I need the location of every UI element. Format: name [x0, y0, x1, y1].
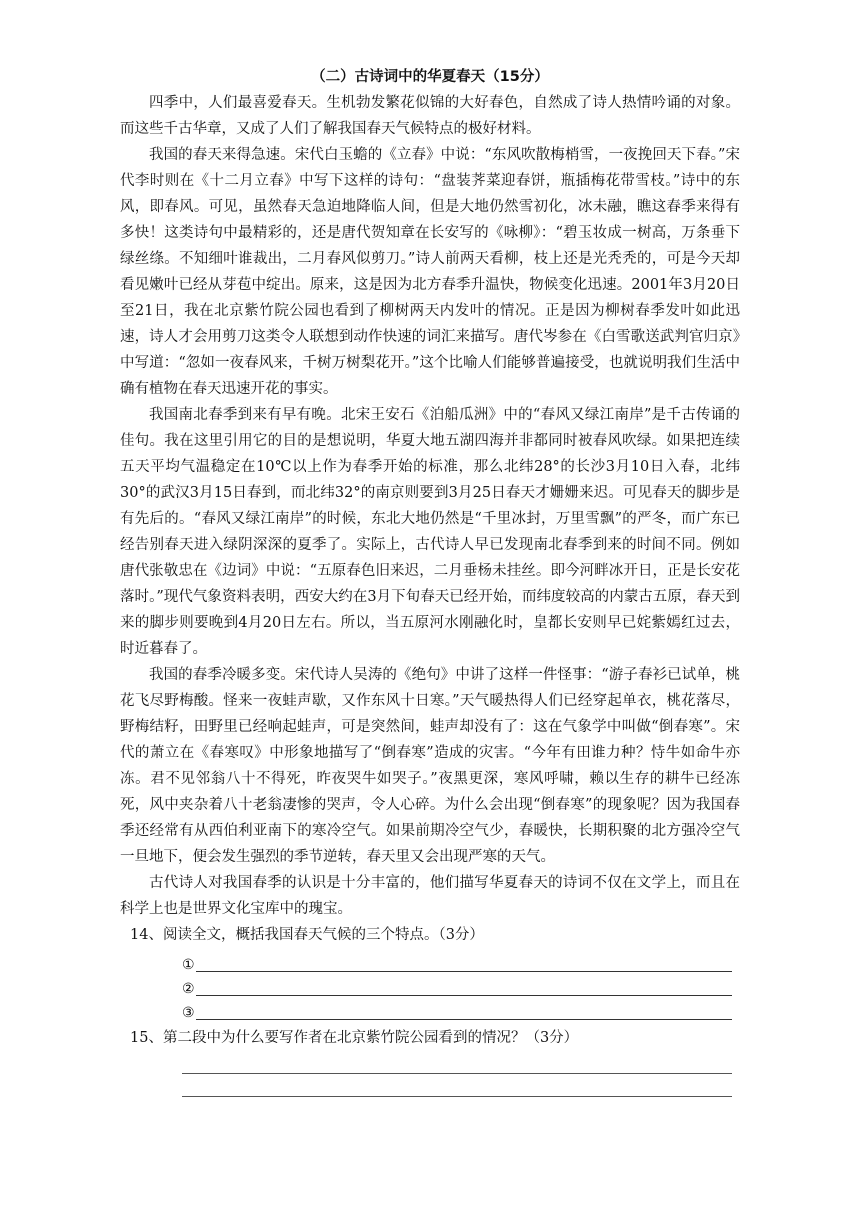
question-15: 15、第二段中为什么要写作者在北京紫竹院公园看到的情况？（3分）: [130, 1030, 579, 1046]
answer-number: ③: [182, 1005, 195, 1021]
answer-line-15-1[interactable]: [182, 1053, 732, 1074]
document-page: [120, 64, 740, 1097]
section-title: （二）古诗词中的华夏春天（15分）: [311, 69, 549, 85]
answer-line-14-1[interactable]: [182, 951, 732, 972]
answer-number: ①: [182, 957, 195, 973]
paragraph-intro: 四季中，人们最喜爱春天。生机勃发繁花似锦的大好春色，自然成了诗人热情吟诵的对象。而这些千古华章，又成了人们了解我国春天气候特点的极好材料。: [120, 95, 740, 137]
paragraph-spring-variable: 我国的春季冷暖多变。宋代诗人吴涛的《绝句》中讲了这样一件怪事：“游子春衫已试单，桃花飞尽野梅酸。怪来一夜蛙声歇，又作东风十日寒。”天气暖热得人们已经穿起单衣，桃花落尽，野梅结籽，田野里已经响起蛙声，可是突然间，蛙声却没有了：这在气象学中叫做“倒春寒”。宋代的萧立在《春寒叹》中形象地描写了“倒春寒”造成的灾害。“今年有田谁力种？恃牛如命牛亦冻。君不见邻翁八十不得死，昨夜哭牛如哭子。”夜黑更深，寒风呼啸，赖以生存的耕牛已经冻死，风中夹杂着八十老翁凄惨的哭声，令人心碎。为什么会出现“倒春寒”的现象呢？因为我国春季还经常有从西伯利亚南下的寒冷空气。如果前期冷空气少，春暖快，长期积聚的北方强冷空气一旦地下，便会发生强烈的季节逆转，春天里又会出现严寒的天气。: [120, 667, 740, 865]
paragraph-spring-fast: 我国的春天来得急速。宋代白玉蟾的《立春》中说：“东风吹散梅梢雪，一夜挽回天下春。”宋代李时则在《十二月立春》中写下这样的诗句：“盘装荠菜迎春饼，瓶插梅花带雪枝。”诗中的东风，即春风。可见，虽然春天急迫地降临人间，但是大地仍然雪初化，冰未融，瞧这春季来得有多快！这类诗句中最精彩的，还是唐代贺知章在长安写的《咏柳》：“碧玉妆成一树高，万条垂下绿丝绦。不知细叶谁裁出，二月春风似剪刀。”诗人前两天看柳，枝上还是光秃秃的，可是今天却看见嫩叶已经从芽苞中绽出。原来，这是因为北方春季升温快，物候变化迅速。2001年3月20日至21日，我在北京紫竹院公园也看到了柳树两天内发叶的情况。正是因为柳树春季发叶如此迅速，诗人才会用剪刀这类令人联想到动作快速的词汇来描写。唐代岑参在《白雪歌送武判官归京》中写道：“忽如一夜春风来，千树万树梨花开。”这个比喻人们能够普遍接受，也就说明我们生活中确有植物在春天迅速开花的事实。: [120, 147, 740, 397]
answer-line-14-2[interactable]: [182, 975, 732, 996]
answer-number: ②: [182, 981, 195, 997]
paragraph-conclusion: 古代诗人对我国春季的认识是十分丰富的，他们描写华夏春天的诗词不仅在文学上，而且在科学上也是世界文化宝库中的瑰宝。: [120, 875, 740, 917]
paragraph-spring-timing: 我国南北春季到来有早有晚。北宋王安石《泊船瓜洲》中的“春风又绿江南岸”是千古传诵的佳句。我在这里引用它的目的是想说明，华夏大地五湖四海并非都同时被春风吹绿。如果把连续五天平均气温稳定在10℃以上作为春季开始的标准，那么北纬28°的长沙3月10日入春，北纬30°的武汉3月15日春到，而北纬32°的南京则要到3月25日春天才姗姗来迟。可见春天的脚步是有先后的。“春风又绿江南岸”的时候，东北大地仍然是“千里冰封，万里雪飘”的严冬，而广东已经告别春天进入绿阴深深的夏季了。实际上，古代诗人早已发现南北春季到来的时间不同。例如唐代张敬忠在《边词》中说：“五原春色旧来迟，二月垂杨未挂丝。即今河畔冰开日，正是长安花落时。”现代气象资料表明，西安大约在3月下旬春天已经开始，而纬度较高的内蒙古五原，春天到来的脚步则要晚到4月20日左右。所以，当五原河水刚融化时，皇都长安则早已姹紫嫣红过去，时近暮春了。: [120, 407, 740, 657]
question-14: 14、阅读全文，概括我国春天气候的三个特点。（3分）: [130, 927, 484, 943]
answer-line-14-3[interactable]: [182, 999, 732, 1020]
answer-line-15-2[interactable]: [182, 1076, 732, 1097]
